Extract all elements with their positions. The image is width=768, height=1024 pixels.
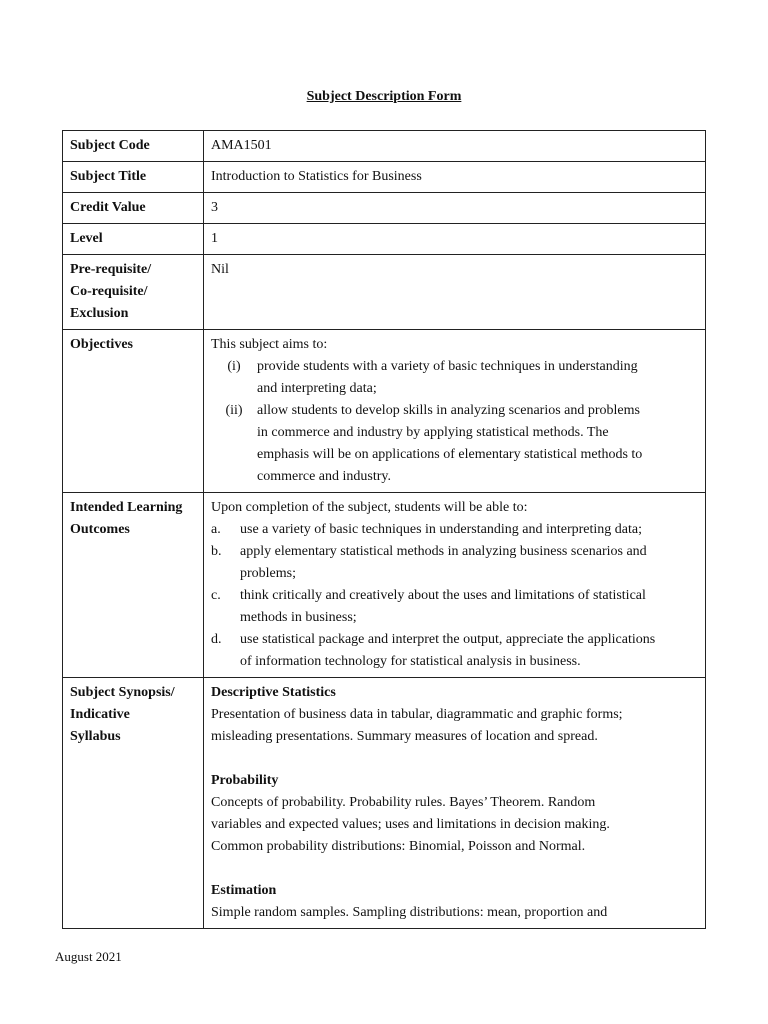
label-line: Subject Synopsis/: [70, 685, 175, 700]
page-title: Subject Description Form: [306, 89, 462, 104]
list-item: [211, 519, 698, 541]
list-marker: (i): [227, 359, 241, 374]
label-line: Outcomes: [70, 522, 130, 537]
text-line: methods in business;: [240, 610, 357, 625]
subject-code-value: AMA1501: [204, 131, 706, 162]
list-item: [211, 356, 698, 400]
objectives-intro: This subject aims to:: [211, 337, 328, 352]
section-heading: Descriptive Statistics: [211, 685, 336, 700]
ilo-content: [204, 493, 706, 678]
text-line: variables and expected values; uses and limitations in decision making.: [211, 817, 610, 832]
table-row: [63, 162, 706, 193]
text-line: think critically and creatively about the uses and limitations of statistical: [240, 588, 646, 603]
text-line: of information technology for statistical analysis in business.: [240, 654, 581, 669]
subject-title-value: Introduction to Statistics for Business: [204, 162, 706, 193]
list-text: [240, 541, 647, 585]
label-line: Co-requisite/: [70, 284, 148, 299]
prerequisite-value: Nil: [204, 255, 706, 330]
text-line: use statistical package and interpret the output, appreciate the applications: [240, 632, 656, 647]
list-marker: c.: [211, 588, 221, 603]
label-line: Syllabus: [70, 729, 121, 744]
text-line: and interpreting data;: [257, 381, 377, 396]
subject-description-table: [62, 130, 706, 929]
list-text: [240, 585, 646, 629]
list-marker: a.: [211, 522, 221, 537]
label-line: Pre-requisite/: [70, 262, 152, 277]
list-marker: (ii): [225, 403, 243, 418]
text-line: provide students with a variety of basic techniques in understanding: [257, 359, 638, 374]
table-row: [63, 224, 706, 255]
credit-value-value: 3: [204, 193, 706, 224]
level-value: 1: [204, 224, 706, 255]
list-item: [211, 629, 698, 673]
list-marker: b.: [211, 544, 222, 559]
label-line: Indicative: [70, 707, 130, 722]
text-line: in commerce and industry by applying statistical methods. The: [257, 425, 609, 440]
subject-title-label: Subject Title: [63, 162, 204, 193]
text-line: problems;: [240, 566, 296, 581]
footer-date: August 2021: [55, 949, 122, 964]
text-line: Presentation of business data in tabular, diagrammatic and graphic forms;: [211, 707, 623, 722]
text-line: misleading presentations. Summary measures of location and spread.: [211, 729, 598, 744]
text-line: Concepts of probability. Probability rules. Bayes’ Theorem. Random: [211, 795, 596, 810]
synopsis-content: [204, 678, 706, 929]
credit-value-label: Credit Value: [63, 193, 204, 224]
label-line: Intended Learning: [70, 500, 183, 515]
list-text: [240, 519, 642, 541]
list-item: [211, 541, 698, 585]
section-heading: Estimation: [211, 883, 277, 898]
table-row: [63, 193, 706, 224]
spacer: [211, 748, 698, 770]
text-line: emphasis will be on applications of elementary statistical methods to: [257, 447, 643, 462]
spacer: [211, 858, 698, 880]
label-line: Exclusion: [70, 306, 129, 321]
section-heading: Probability: [211, 773, 279, 788]
list-text: [240, 629, 655, 673]
objectives-content: [204, 330, 706, 493]
list-text: [257, 356, 638, 400]
objectives-label: Objectives: [63, 330, 204, 493]
table-row: [63, 255, 706, 330]
prerequisite-label: [63, 255, 204, 330]
synopsis-label: [63, 678, 204, 929]
level-label: Level: [63, 224, 204, 255]
list-item: [211, 400, 698, 488]
text-line: commerce and industry.: [257, 469, 391, 484]
list-item: [211, 585, 698, 629]
list-marker: d.: [211, 632, 222, 647]
table-row: [63, 131, 706, 162]
table-row: [63, 330, 706, 493]
text-line: Common probability distributions: Binomial, Poisson and Normal.: [211, 839, 586, 854]
text-line: apply elementary statistical methods in analyzing business scenarios and: [240, 544, 647, 559]
table-row: [63, 493, 706, 678]
subject-code-label: Subject Code: [63, 131, 204, 162]
table-row: [63, 678, 706, 929]
ilo-intro: Upon completion of the subject, students will be able to:: [211, 500, 528, 515]
text-line: allow students to develop skills in analyzing scenarios and problems: [257, 403, 640, 418]
ilo-label: [63, 493, 204, 678]
text-line: Simple random samples. Sampling distributions: mean, proportion and: [211, 905, 608, 920]
list-text: [257, 400, 642, 488]
text-line: use a variety of basic techniques in understanding and interpreting data;: [240, 522, 642, 537]
